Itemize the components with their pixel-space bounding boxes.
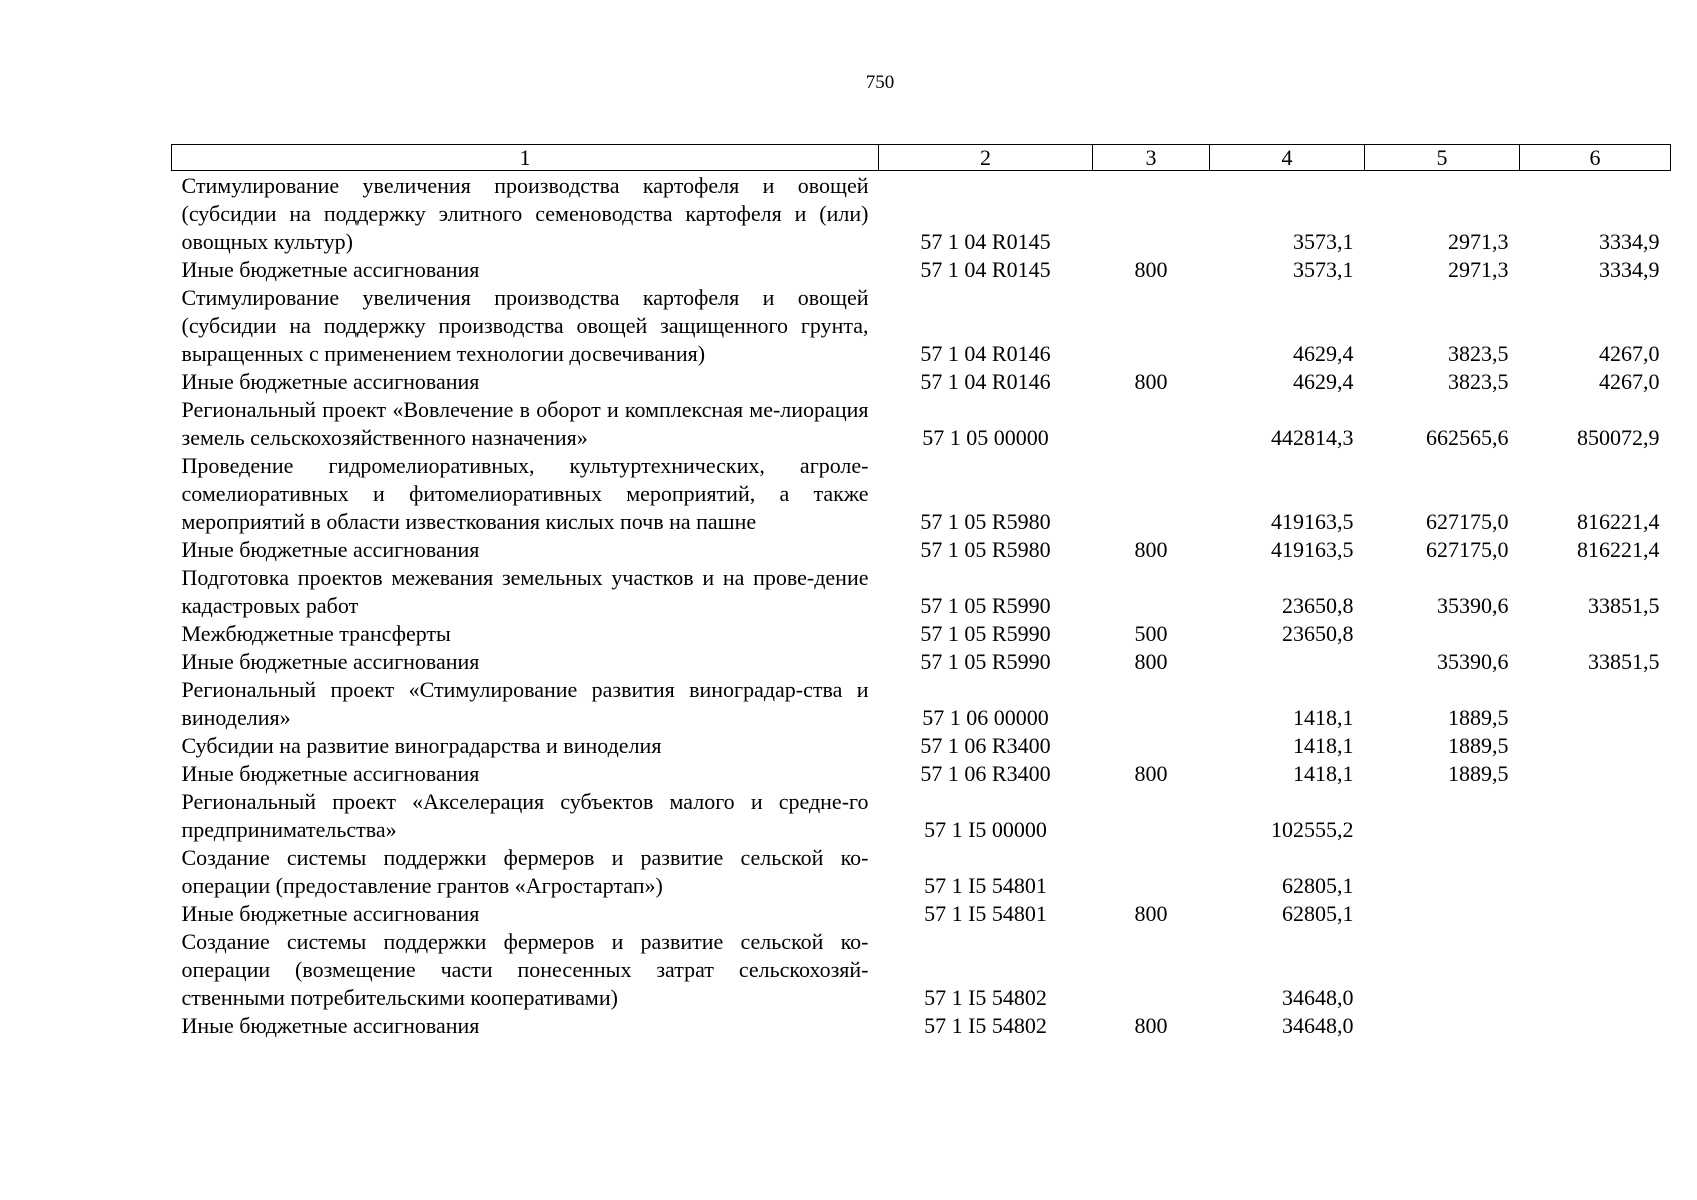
- row-name: Иные бюджетные ассигнования: [181, 901, 480, 926]
- row-code: 57 1 05 R5990: [920, 621, 1051, 646]
- row-value-4: 4629,4: [1293, 369, 1354, 394]
- row-code: 57 1 05 00000: [922, 425, 1049, 450]
- row-name: Создание системы поддержки фермеров и развитие сельской ко-операции (возмещение части понесенных затрат сельскохозяй-ственными потребительскими кооперативами): [181, 929, 869, 1010]
- table-body: [172, 171, 1671, 1041]
- row-expense-type: [1093, 564, 1210, 620]
- table-row: [172, 648, 1671, 676]
- row-value-5: 627175,0: [1426, 509, 1509, 534]
- column-header-5: 5: [1365, 145, 1520, 171]
- row-name: Иные бюджетные ассигнования: [181, 1013, 480, 1038]
- row-expense-type: [1093, 396, 1210, 452]
- column-header-3: 3: [1093, 145, 1210, 171]
- row-expense-type: [1093, 788, 1210, 844]
- column-header-1: 1: [172, 145, 879, 171]
- table-row: [172, 732, 1671, 760]
- row-name: Подготовка проектов межевания земельных участков и на прове-дение кадастровых работ: [181, 565, 869, 618]
- row-value-6: 3334,9: [1599, 229, 1660, 254]
- row-expense-type: 800: [1134, 1013, 1168, 1038]
- row-value-4: 1418,1: [1293, 733, 1354, 758]
- row-value-4: 102555,2: [1271, 817, 1354, 842]
- row-value-5: 662565,6: [1426, 425, 1509, 450]
- row-value-6: [1520, 676, 1671, 732]
- row-value-4: 23650,8: [1282, 593, 1354, 618]
- row-name: Иные бюджетные ассигнования: [181, 257, 480, 282]
- row-code: 57 1 05 R5990: [920, 649, 1051, 674]
- row-value-6: [1520, 844, 1671, 900]
- row-value-5: [1365, 1012, 1520, 1040]
- row-value-6: [1520, 620, 1671, 648]
- row-name: Проведение гидромелиоративных, культуртехнических, агроле-сомелиоративных и фитомелиоративных мероприятий, а также мероприятий в области известкования кислых почв на пашне: [181, 453, 869, 534]
- table-row: [172, 928, 1671, 1012]
- row-expense-type: [1093, 452, 1210, 536]
- row-expense-type: 500: [1134, 621, 1168, 646]
- row-value-4: 419163,5: [1271, 537, 1354, 562]
- page-number: 750: [865, 72, 895, 93]
- row-value-4: 3573,1: [1293, 257, 1354, 282]
- row-name: Стимулирование увеличения производства картофеля и овощей (субсидии на поддержку элитного семеноводства картофеля и (или) овощных культур): [181, 173, 869, 254]
- row-expense-type: 800: [1134, 369, 1168, 394]
- table-row: [172, 256, 1671, 284]
- row-name: Межбюджетные трансферты: [181, 621, 451, 646]
- row-value-5: 1889,5: [1448, 733, 1509, 758]
- row-expense-type: [1093, 676, 1210, 732]
- row-code: 57 1 05 R5980: [920, 537, 1051, 562]
- row-value-5: [1365, 928, 1520, 1012]
- row-value-4: 419163,5: [1271, 509, 1354, 534]
- row-expense-type: [1093, 284, 1210, 368]
- budget-table: [171, 144, 1671, 1040]
- row-value-6: 3334,9: [1599, 257, 1660, 282]
- row-name: Региональный проект «Стимулирование развития виноградар-ства и виноделия»: [181, 677, 869, 730]
- row-value-4: 34648,0: [1282, 985, 1354, 1010]
- row-value-4: 3573,1: [1293, 229, 1354, 254]
- row-code: 57 1 05 R5990: [920, 593, 1051, 618]
- table-row: [172, 536, 1671, 564]
- row-value-6: 816221,4: [1577, 509, 1660, 534]
- row-value-6: 850072,9: [1577, 425, 1660, 450]
- row-value-6: 816221,4: [1577, 537, 1660, 562]
- row-value-6: [1520, 1012, 1671, 1040]
- row-value-4: 442814,3: [1271, 425, 1354, 450]
- row-code: 57 1 06 00000: [922, 705, 1049, 730]
- row-code: 57 1 I5 54801: [924, 873, 1047, 898]
- row-value-6: [1520, 928, 1671, 1012]
- column-header-2: 2: [879, 145, 1093, 171]
- row-expense-type: [1093, 171, 1210, 257]
- row-value-4: 1418,1: [1293, 761, 1354, 786]
- row-name: Стимулирование увеличения производства картофеля и овощей (субсидии на поддержку производства овощей защищенного грунта, выращенных с применением технологии досвечивания): [181, 285, 869, 366]
- row-name: Региональный проект «Акселерация субъектов малого и средне-го предпринимательства»: [181, 789, 869, 842]
- row-value-5: 2971,3: [1448, 229, 1509, 254]
- table-row: [172, 788, 1671, 844]
- row-value-5: [1365, 620, 1520, 648]
- row-name: Региональный проект «Вовлечение в оборот и комплексная ме-лиорация земель сельскохозяйственного назначения»: [181, 397, 869, 450]
- row-expense-type: 800: [1134, 901, 1168, 926]
- row-value-5: 35390,6: [1437, 593, 1509, 618]
- row-code: 57 1 06 R3400: [920, 761, 1051, 786]
- row-value-4: 62805,1: [1282, 901, 1354, 926]
- row-name: Иные бюджетные ассигнования: [181, 369, 480, 394]
- row-value-6: 4267,0: [1599, 341, 1660, 366]
- row-value-5: 35390,6: [1437, 649, 1509, 674]
- row-value-5: [1365, 844, 1520, 900]
- row-value-6: 33851,5: [1588, 649, 1660, 674]
- row-value-6: 4267,0: [1599, 369, 1660, 394]
- row-value-4: 62805,1: [1282, 873, 1354, 898]
- row-value-6: [1520, 760, 1671, 788]
- budget-table-container: [171, 144, 1670, 1040]
- table-header-row: [172, 145, 1671, 171]
- row-name: Субсидии на развитие виноградарства и виноделия: [181, 733, 662, 758]
- table-row: [172, 368, 1671, 396]
- table-row: [172, 760, 1671, 788]
- row-value-5: 627175,0: [1426, 537, 1509, 562]
- row-code: 57 1 05 R5980: [920, 509, 1051, 534]
- table-row: [172, 452, 1671, 536]
- table-row: [172, 620, 1671, 648]
- row-value-4: 4629,4: [1293, 341, 1354, 366]
- row-value-5: [1365, 900, 1520, 928]
- table-row: [172, 844, 1671, 900]
- column-header-6: 6: [1520, 145, 1671, 171]
- row-value-5: 2971,3: [1448, 257, 1509, 282]
- table-row: [172, 1012, 1671, 1040]
- row-value-5: 3823,5: [1448, 341, 1509, 366]
- row-value-5: 3823,5: [1448, 369, 1509, 394]
- row-value-4: [1210, 648, 1365, 676]
- row-code: 57 1 04 R0146: [920, 341, 1051, 366]
- row-expense-type: [1093, 844, 1210, 900]
- row-expense-type: 800: [1134, 257, 1168, 282]
- row-value-4: 23650,8: [1282, 621, 1354, 646]
- row-value-5: [1365, 788, 1520, 844]
- row-expense-type: 800: [1134, 537, 1168, 562]
- row-name: Иные бюджетные ассигнования: [181, 761, 480, 786]
- row-value-6: [1520, 788, 1671, 844]
- row-name: Иные бюджетные ассигнования: [181, 649, 480, 674]
- row-value-6: [1520, 732, 1671, 760]
- table-row: [172, 284, 1671, 368]
- row-code: 57 1 04 R0146: [920, 369, 1051, 394]
- row-expense-type: [1093, 928, 1210, 1012]
- row-expense-type: [1093, 732, 1210, 760]
- row-value-5: 1889,5: [1448, 761, 1509, 786]
- row-name: Иные бюджетные ассигнования: [181, 537, 480, 562]
- table-row: [172, 564, 1671, 620]
- row-value-6: [1520, 900, 1671, 928]
- row-code: 57 1 I5 54801: [924, 901, 1047, 926]
- table-row: [172, 676, 1671, 732]
- row-name: Создание системы поддержки фермеров и развитие сельской ко-операции (предоставление грантов «Агростартап»): [181, 845, 869, 898]
- row-code: 57 1 I5 54802: [924, 1013, 1047, 1038]
- row-value-4: 1418,1: [1293, 705, 1354, 730]
- table-row: [172, 171, 1671, 257]
- row-value-4: 34648,0: [1282, 1013, 1354, 1038]
- row-value-5: 1889,5: [1448, 705, 1509, 730]
- row-code: 57 1 04 R0145: [920, 229, 1051, 254]
- row-expense-type: 800: [1134, 761, 1168, 786]
- table-row: [172, 900, 1671, 928]
- row-code: 57 1 06 R3400: [920, 733, 1051, 758]
- row-code: 57 1 I5 00000: [924, 817, 1047, 842]
- table-row: [172, 396, 1671, 452]
- row-value-6: 33851,5: [1588, 593, 1660, 618]
- row-expense-type: 800: [1134, 649, 1168, 674]
- column-header-4: 4: [1210, 145, 1365, 171]
- row-code: 57 1 I5 54802: [924, 985, 1047, 1010]
- row-code: 57 1 04 R0145: [920, 257, 1051, 282]
